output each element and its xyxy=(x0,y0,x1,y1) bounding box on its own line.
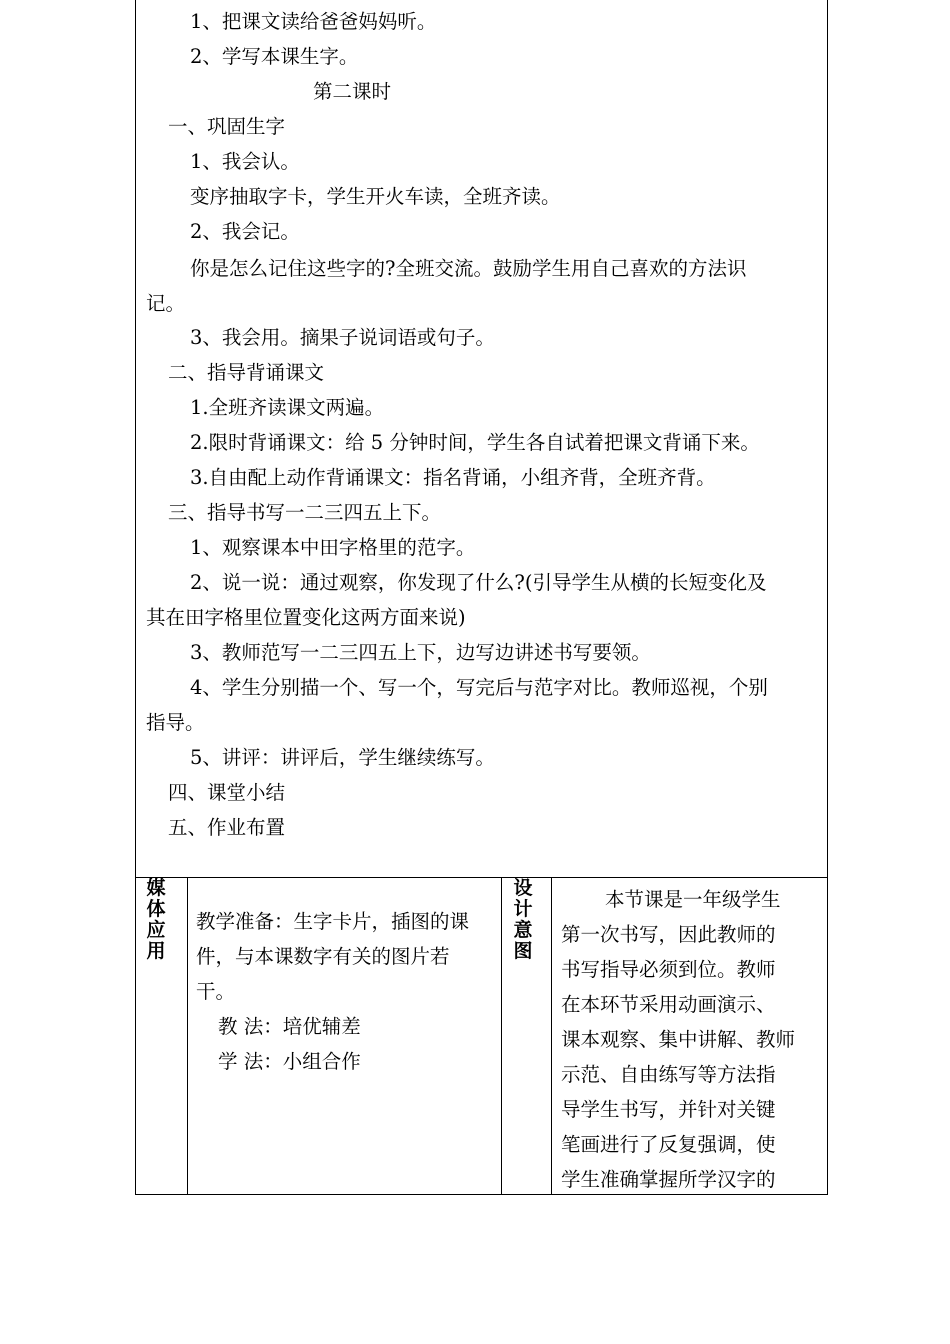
text-line: 2.限时背诵课文：给 5 分钟时间，学生各自试着把课文背诵下来。 xyxy=(190,431,760,454)
design-line: 课本观察、集中讲解、教师 xyxy=(561,1028,796,1051)
design-line: 在本环节采用动画演示、 xyxy=(561,993,776,1016)
design-line: 本节课是一年级学生 xyxy=(605,888,781,911)
text-line: 3.自由配上动作背诵课文：指名背诵，小组齐背，全班齐背。 xyxy=(190,466,716,489)
section-heading: 二、指导背诵课文 xyxy=(168,361,325,384)
label-char: 计 xyxy=(513,898,533,920)
section-heading: 四、课堂小结 xyxy=(168,781,286,804)
text-line: 4、学生分别描一个、写一个，写完后与范字对比。教师巡视，个别 xyxy=(190,676,768,699)
text-line: 5、讲评：讲评后，学生继续练写。 xyxy=(190,746,495,769)
text-line: 1.全班齐读课文两遍。 xyxy=(190,396,385,419)
text-line: 你是怎么记住这些字的?全班交流。鼓励学生用自己喜欢的方法识 xyxy=(190,257,747,280)
media-line: 干。 xyxy=(196,980,236,1003)
design-line: 导学生书写，并针对关键 xyxy=(561,1098,776,1121)
text-line: 1、观察课本中田字格里的范字。 xyxy=(190,536,476,559)
media-label xyxy=(145,878,167,962)
section-heading: 三、指导书写一二三四五上下。 xyxy=(168,501,442,524)
label-char: 应 xyxy=(146,919,166,941)
text-line: 变序抽取字卡，学生开火车读，全班齐读。 xyxy=(190,185,561,208)
label-char: 用 xyxy=(146,940,166,962)
media-line: 教 法：培优辅差 xyxy=(218,1015,361,1038)
label-char: 媒 xyxy=(146,877,166,899)
label-char: 体 xyxy=(146,898,166,920)
label-char: 设 xyxy=(513,877,533,899)
text-line: 2、说一说：通过观察，你发现了什么?(引导学生从横的长短变化及 xyxy=(190,571,767,594)
design-line: 学生准确掌握所学汉字的 xyxy=(561,1168,776,1191)
design-content xyxy=(561,882,823,1197)
text-line: 2、我会记。 xyxy=(190,220,300,243)
text-line: 1、把课文读给爸爸妈妈听。 xyxy=(190,10,437,33)
section-heading: 五、作业布置 xyxy=(168,816,286,839)
text-line: 2、学写本课生字。 xyxy=(190,45,359,68)
media-line: 教学准备：生字卡片，插图的课 xyxy=(196,910,470,933)
lesson-steps-cell xyxy=(136,0,827,878)
text-line: 指导。 xyxy=(146,711,205,734)
design-label xyxy=(512,878,534,962)
section-title: 第二课时 xyxy=(313,80,392,103)
text-line: 其在田字格里位置变化这两方面来说) xyxy=(146,606,466,629)
column-divider xyxy=(187,878,188,1194)
text-line: 3、我会用。摘果子说词语或句子。 xyxy=(190,326,495,349)
media-line: 学 法：小组合作 xyxy=(218,1050,361,1073)
text-line: 1、我会认。 xyxy=(190,150,300,173)
media-content xyxy=(196,904,496,1079)
text-line: 记。 xyxy=(146,292,186,315)
design-line: 书写指导必须到位。教师 xyxy=(561,958,776,981)
text-line: 3、教师范写一二三四五上下，边写边讲述书写要领。 xyxy=(190,641,651,664)
lesson-table xyxy=(135,0,828,1195)
column-divider xyxy=(551,878,552,1194)
media-line: 件，与本课数字有关的图片若 xyxy=(196,945,450,968)
section-heading: 一、巩固生字 xyxy=(168,115,286,138)
label-char: 图 xyxy=(513,940,533,962)
design-line: 第一次书写，因此教师的 xyxy=(561,923,776,946)
label-char: 意 xyxy=(513,919,533,941)
column-divider xyxy=(501,878,502,1194)
design-line: 笔画进行了反复强调，使 xyxy=(561,1133,776,1156)
design-line: 示范、自由练写等方法指 xyxy=(561,1063,776,1086)
